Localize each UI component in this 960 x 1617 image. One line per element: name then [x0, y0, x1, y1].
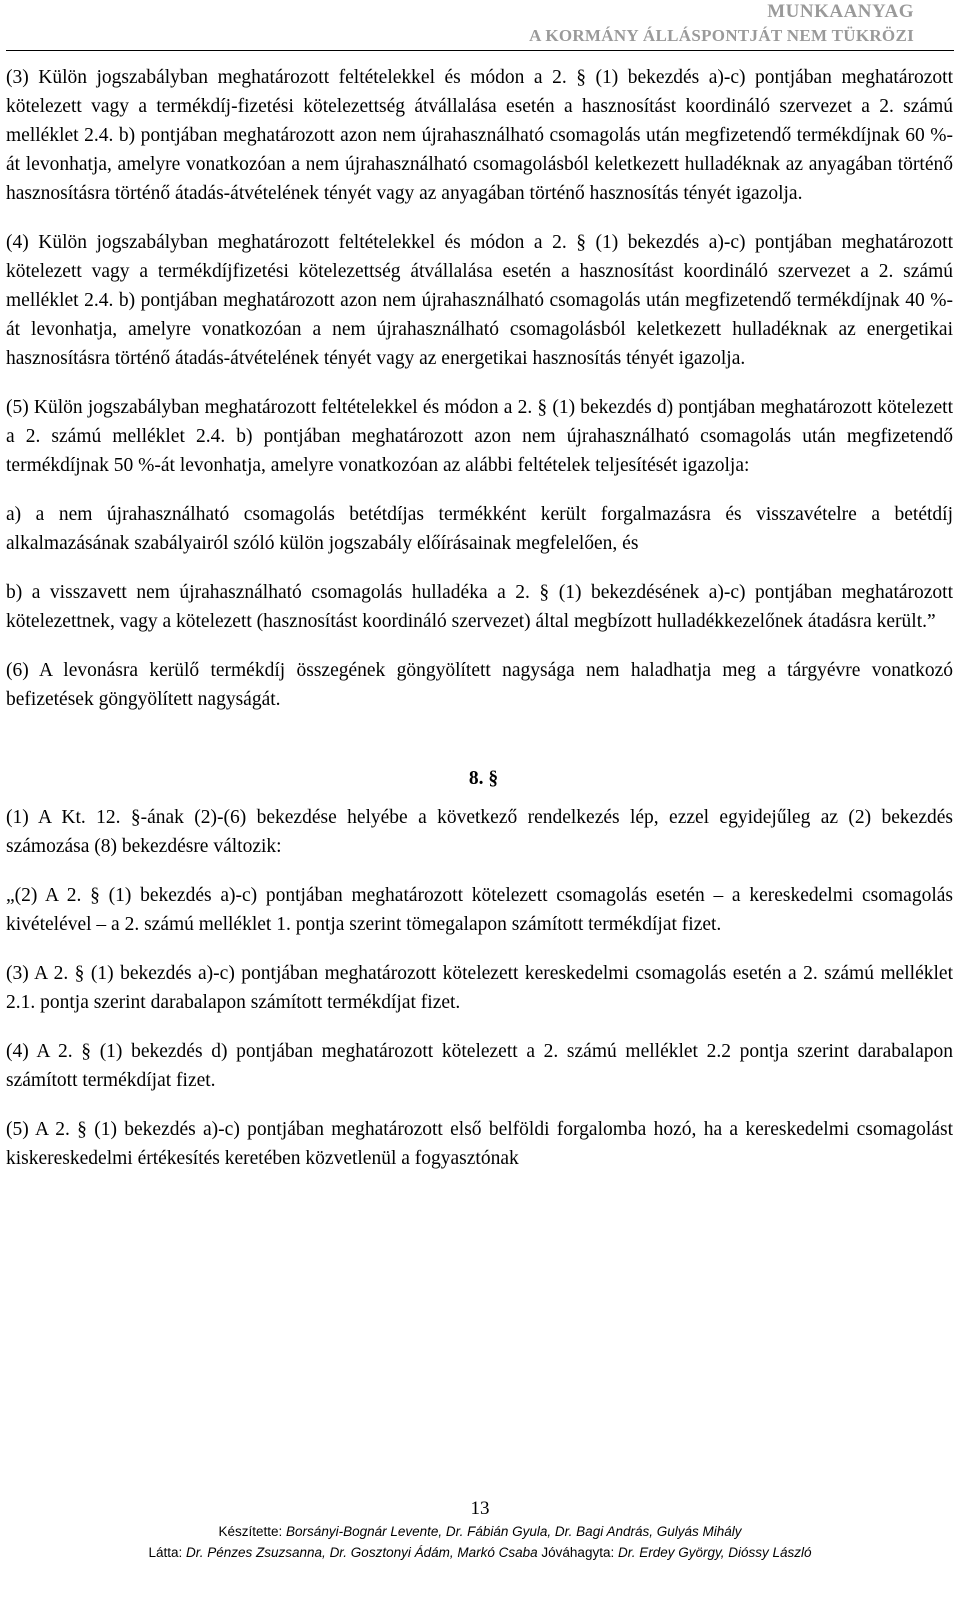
paragraph: a) a nem újrahasználható csomagolás betétdíjas termékként került forgalmazásra és visszavételre a betétdíj alkalmazásának szabályairól szóló külön jogszabály előírásainak megfelelően, és: [6, 504, 953, 554]
paragraph: (3) A 2. § (1) bekezdés a)-c) pontjában meghatározott kötelezett kereskedelmi csomagolás esetén a 2. számú melléklet 2.1. pontja szerint darabalapon számított termékdíjat fizet.: [6, 963, 953, 1013]
paragraph: (6) A levonásra kerülő termékdíj összegének göngyölített nagysága nem haladhatja meg a tárgyévre vonatkozó befizetések göngyölített nagyságát.: [6, 660, 953, 710]
paragraph: (4) Külön jogszabályban meghatározott feltételekkel és módon a 2. § (1) bekezdés a)-c) pontjában meghatározott kötelezett vagy a termékdíjfizetési kötelezettség átvállalása esetén a hasznosítást koordináló szervezet a 2. számú melléklet 2.4. b) pontjában meghatározott azon nem újrahasználható csomagolás után megfizetendő termékdíjnak 40 %-át levonhatja, amelyre vonatkozóan a nem újrahasználható csomagolásból keletkezett hulladéknak az energetikai hasznosításra történő átadás-átvételének tényét vagy az energetikai hasznosítás tényét igazolja.: [6, 232, 953, 369]
paragraph: (5) Külön jogszabályban meghatározott feltételekkel és módon a 2. § (1) bekezdés d) pontjában meghatározott kötelezett a 2. számú melléklet 2.4. b) pontjában meghatározott azon nem újrahasználható csomagolás után megfizetendő termékdíjnak 50 %-át levonhatja, amelyre vonatkozóan az alábbi feltételek teljesítését igazolja:: [6, 397, 953, 476]
seen-label: Látta:: [148, 1545, 183, 1560]
page-footer: [0, 1497, 960, 1563]
header-divider: [6, 50, 954, 51]
seen-names: Dr. Pénzes Zsuzsanna, Dr. Gosztonyi Ádám, Markó Csaba: [186, 1545, 538, 1560]
section-title: 8. §: [468, 768, 499, 789]
prepared-names: Borsányi-Bognár Levente, Dr. Fábián Gyula, Dr. Bagi András, Gulyás Mihály: [286, 1524, 742, 1539]
draft-header: [314, 0, 914, 48]
paragraph: „(2) A 2. § (1) bekezdés a)-c) pontjában meghatározott kötelezett csomagolás esetén – a kereskedelmi csomagolás kivételével – a 2. számú melléklet 1. pontja szerint tömegalapon számított termékdíjat fizet.: [6, 885, 953, 935]
header-line-1: MUNKAANYAG: [767, 1, 914, 22]
footer-approval-line: [0, 1542, 960, 1563]
paragraph: (1) A Kt. 12. §-ának (2)-(6) bekezdése helyébe a következő rendelkezés lép, ezzel egyidejűleg az (2) bekezdés számozása (8) bekezdésre változik:: [6, 807, 953, 857]
approved-label: Jóváhagyta:: [541, 1545, 615, 1560]
page-number: 13: [470, 1498, 490, 1519]
paragraph: (5) A 2. § (1) bekezdés a)-c) pontjában meghatározott első belföldi forgalomba hozó, ha a kereskedelmi csomagolást kiskereskedelmi értékesítés keretében közvetlenül a fogyasztónak: [6, 1119, 953, 1169]
paragraph: b) a visszavett nem újrahasználható csomagolás hulladéka a 2. § (1) bekezdésének a)-c) pontjában meghatározott kötelezettnek, vagy a kötelezett (hasznosítást koordináló szervezet) által megbízott hulladékkezelőnek átadásra került.”: [6, 582, 953, 632]
header-line-2: A KORMÁNY ÁLLÁSPONTJÁT NEM TÜKRÖZI: [529, 26, 914, 45]
document-body: [6, 63, 953, 1193]
footer-prepared-line: [0, 1521, 960, 1542]
approved-names: Dr. Erdey György, Dióssy László: [617, 1545, 812, 1560]
paragraph: (4) A 2. § (1) bekezdés d) pontjában meghatározott kötelezett a 2. számú melléklet 2.2 pontja szerint darabalapon számított termékdíjat fizet.: [6, 1041, 953, 1091]
paragraph: (3) Külön jogszabályban meghatározott feltételekkel és módon a 2. § (1) bekezdés a)-c) pontjában meghatározott kötelezett vagy a termékdíj-fizetési kötelezettség átvállalása esetén a hasznosítást koordináló szervezet a 2. számú melléklet 2.4. b) pontjában meghatározott azon nem újrahasználható csomagolás után megfizetendő termékdíjnak 60 %-át levonhatja, amelyre vonatkozóan a nem újrahasználható csomagolásból keletkezett hulladéknak az anyagában történő hasznosításra történő átadás-átvételének tényét vagy az anyagában történő hasznosítás tényét igazolja.: [6, 67, 953, 204]
prepared-label: Készítette:: [218, 1524, 283, 1539]
